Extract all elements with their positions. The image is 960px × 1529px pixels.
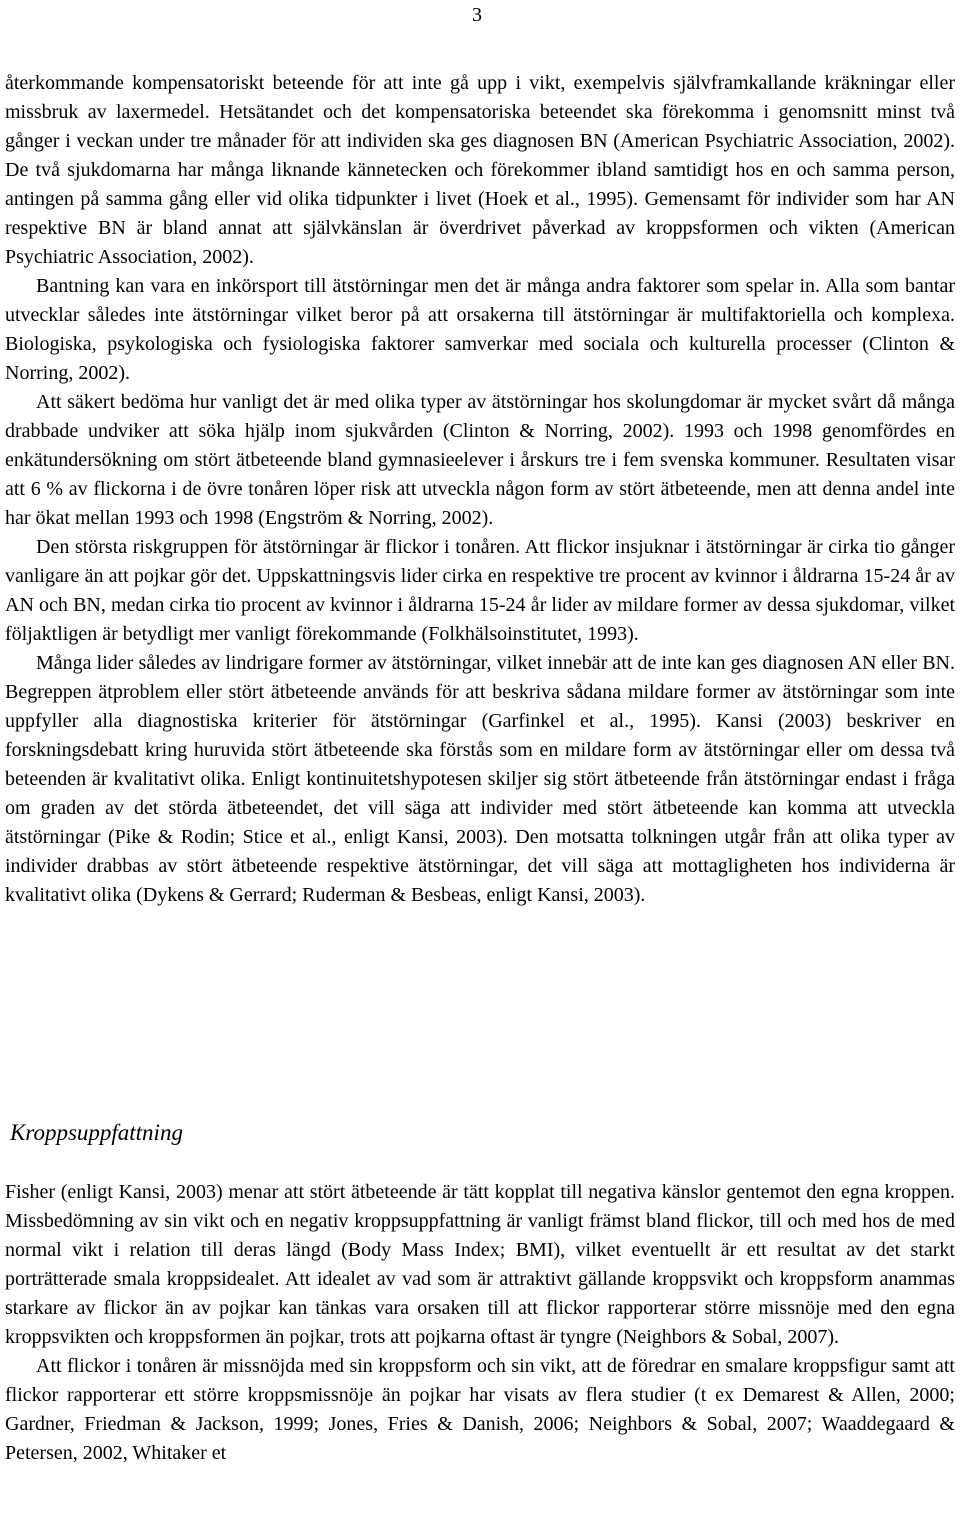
paragraph: Att säkert bedöma hur vanligt det är med olika typer av ätstörningar hos skolungdomar är mycket svårt då många drabbade undviker att söka hjälp inom sjukvården (Clinton & Norring, 2002). 1993 och 1998 genomfördes en enkätundersökning om stört ätbeteende bland gymnasieelever i årskurs tre i fem svenska kommuner. Resultaten visar att 6 % av flickorna i de övre tonåren löper risk att utveckla någon form av stört ätbeteende, men att denna andel inte har ökat mellan 1993 och 1998 (Engström & Norring, 2002). bbox=[5, 391, 955, 529]
body-text-section bbox=[5, 69, 955, 910]
section-heading: Kroppsuppfattning bbox=[10, 1120, 183, 1145]
body-text-section bbox=[5, 1178, 955, 1468]
paragraph: Bantning kan vara en inkörsport till ätstörningar men det är många andra faktorer som spelar in. Alla som bantar utvecklar således inte ätstörningar vilket beror på att orsakerna till ätstörningar är multifaktoriella och komplexa. Biologiska, psykologiska och fysiologiska faktorer samverkar med sociala och kulturella processer (Clinton & Norring, 2002). bbox=[5, 275, 955, 384]
paragraph: återkommande kompensatoriskt beteende för att inte gå upp i vikt, exempelvis självframkallande kräkningar eller missbruk av laxermedel. Hetsätandet och det kompensatoriska beteendet ska förekomma i genomsnitt minst två gånger i veckan under tre månader för att individen ska ges diagnosen BN (American Psychiatric Association, 2002). De två sjukdomarna har många liknande kännetecken och förekommer ibland samtidigt hos en och samma person, antingen på samma gång eller vid olika tidpunkter i livet (Hoek et al., 1995). Gemensamt för individer som har AN respektive BN är bland annat att självkänslan är överdrivet påverkad av kroppsformen och vikten (American Psychiatric Association, 2002). bbox=[5, 72, 955, 268]
page-number: 3 bbox=[472, 4, 482, 26]
paragraph: Många lider således av lindrigare former av ätstörningar, vilket innebär att de inte kan ges diagnosen AN eller BN. Begreppen ätproblem eller stört ätbeteende används för att beskriva sådana mildare former av ätstörningar som inte uppfyller alla diagnostiska kriterier för ätstörningar (Garfinkel et al., 1995). Kansi (2003) beskriver en forskningsdebatt kring huruvida stört ätbeteende ska förstås som en mildare form av ätstörningar eller om dessa två beteenden är kvalitativt olika. Enligt kontinuitetshypotesen skiljer sig stört ätbeteende från ätstörningar endast i fråga om graden av det störda ätbeteendet, det vill säga att individer med stört ätbeteende kan komma att utveckla ätstörningar (Pike & Rodin; Stice et al., enligt Kansi, 2003). Den motsatta tolkningen utgår från att olika typer av individer drabbas av stört ätbeteende respektive ätstörningar, det vill säga att mottagligheten hos individerna är kvalitativt olika (Dykens & Gerrard; Ruderman & Besbeas, enligt Kansi, 2003). bbox=[5, 652, 955, 906]
paragraph: Den största riskgruppen för ätstörningar är flickor i tonåren. Att flickor insjuknar i ätstörningar är cirka tio gånger vanligare än att pojkar gör det. Uppskattningsvis lider cirka en respektive tre procent av kvinnor i åldrarna 15-24 år av AN och BN, medan cirka tio procent av kvinnor i åldrarna 15-24 år lider av mildare former av dessa sjukdomar, vilket följaktligen är betydligt mer vanligt förekommande (Folkhälsoinstitutet, 1993). bbox=[5, 536, 955, 645]
paragraph: Fisher (enligt Kansi, 2003) menar att stört ätbeteende är tätt kopplat till negativa känslor gentemot den egna kroppen. Missbedömning av sin vikt och en negativ kroppsuppfattning är vanligt främst bland flickor, till och med hos de med normal vikt i relation till deras längd (Body Mass Index; BMI), vilket eventuellt är ett resultat av det starkt porträtterade smala kroppsidealet. Att idealet av vad som är attraktivt gällande kroppsvikt och kroppsform anammas starkare av flickor än av pojkar kan tänkas vara orsaken till att flickor rapporterar större missnöje med den egna kroppsvikten och kroppsformen än pojkar, trots att pojkarna oftast är tyngre (Neighbors & Sobal, 2007). bbox=[5, 1181, 955, 1348]
paragraph: Att flickor i tonåren är missnöjda med sin kroppsform och sin vikt, att de föredrar en smalare kroppsfigur samt att flickor rapporterar ett större kroppsmissnöje än pojkar har visats av flera studier (t ex Demarest & Allen, 2000; Gardner, Friedman & Jackson, 1999; Jones, Fries & Danish, 2006; Neighbors & Sobal, 2007; Waaddegaard & Petersen, 2002, Whitaker et bbox=[5, 1355, 955, 1464]
